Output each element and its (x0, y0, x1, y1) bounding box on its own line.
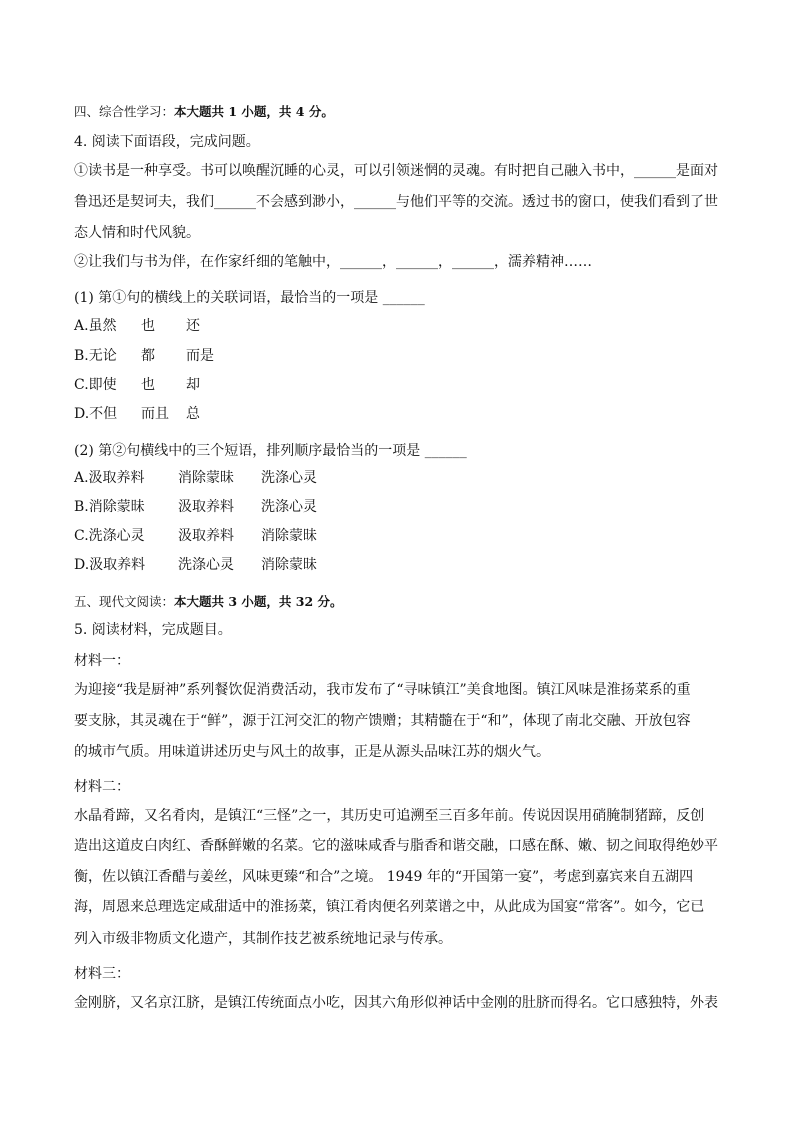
option-c-col3: 却 (186, 377, 200, 393)
section-4-prefix: 四、综合性学习： (74, 104, 175, 119)
material-3-line: 金刚脐，又名京江脐，是镇江传统面点小吃，因其六角形似神话中金刚的肚脐而得名。它口感独特，外表 (74, 995, 718, 1011)
option-d-col1: D.不但 (74, 406, 118, 422)
material-1-line: 要支脉，其灵魂在于“鲜”，源于江河交汇的物产馈赠；其精髓在于“和”，体现了南北交融、开放包容 (74, 713, 691, 729)
section-4-score: 本大题共 1 小题，共 4 分。 (174, 104, 334, 119)
q4-sub2-prompt: (2) 第②句横线中的三个短语，排列顺序最恰当的一项是 ______ (74, 443, 467, 459)
material-3-title: 材料三： (74, 966, 130, 982)
option-a-col1: A.汲取养料 (74, 470, 145, 486)
material-2-line: 水晶肴蹄，又名肴肉，是镇江“三怪”之一，其历史可追溯至三百多年前。传说因误用硝腌制猪蹄，反创 (74, 808, 705, 824)
option-d-col3: 总 (186, 406, 200, 422)
option-a-col2: 也 (141, 318, 155, 334)
option-b[interactable] (74, 497, 474, 517)
option-d-col2: 而且 (141, 406, 169, 422)
section-5-heading (74, 594, 343, 610)
option-d[interactable] (74, 555, 474, 575)
option-d-col2: 洗涤心灵 (178, 557, 234, 573)
q5-stem: 5. 阅读材料，完成题目。 (74, 622, 232, 638)
option-a[interactable] (74, 316, 474, 336)
option-b-col3: 洗涤心灵 (261, 499, 317, 515)
option-a-col1: A.虽然 (74, 318, 117, 334)
option-c-col2: 也 (141, 377, 155, 393)
material-1-line: 为迎接“我是厨神”系列餐饮促消费活动，我市发布了“寻味镇江”美食地图。镇江风味是淮扬菜系的重 (74, 682, 691, 698)
option-c[interactable] (74, 375, 474, 395)
option-b[interactable] (74, 346, 474, 366)
material-2-line: 造出这道皮白肉红、香酥鲜嫩的名菜。它的滋味咸香与脂香和谐交融，口感在酥、嫩、韧之间取得绝妙平 (74, 838, 718, 854)
option-c[interactable] (74, 526, 474, 546)
material-2-title: 材料二： (74, 779, 130, 795)
option-a[interactable] (74, 468, 474, 488)
q4-passage-line: 鲁迅还是契诃夫，我们______不会感到渺小，______与他们平等的交流。透过书的窗口，使我们看到了世 (74, 194, 718, 210)
option-b-col2: 都 (141, 348, 155, 364)
option-a-col3: 还 (186, 318, 200, 334)
option-b-col3: 而是 (186, 348, 214, 364)
q4-passage-line: ②让我们与书为伴，在作家纤细的笔触中，______，______，______，濡养精神…… (74, 254, 592, 270)
option-d-col3: 消除蒙昧 (261, 557, 317, 573)
material-2-line: 列入市级非物质文化遗产，其制作技艺被系统地记录与传承。 (74, 931, 452, 947)
option-b-col2: 汲取养料 (178, 499, 234, 515)
material-1-title: 材料一： (74, 653, 130, 669)
option-c-col1: C.即使 (74, 377, 117, 393)
material-2-line: 海，周恩来总理选定咸甜适中的淮扬菜，镇江肴肉便名列菜谱之中，从此成为国宴“常客”。如今，它已 (74, 899, 705, 915)
option-d-col1: D.汲取养料 (74, 557, 146, 573)
q4-passage-line: ①读书是一种享受。书可以唤醒沉睡的心灵，可以引领迷惘的灵魂。有时把自己融入书中，______是面对 (74, 163, 718, 179)
q4-sub1-prompt: (1) 第①句的横线上的关联词语，最恰当的一项是 ______ (74, 290, 425, 306)
material-1-line: 的城市气质。用味道讲述历史与风土的故事，正是从源头品味江苏的烟火气。 (74, 744, 550, 760)
option-c-col3: 消除蒙昧 (261, 528, 317, 544)
option-a-col2: 消除蒙昧 (178, 470, 234, 486)
option-c-col2: 汲取养料 (178, 528, 234, 544)
section-5-prefix: 五、现代文阅读： (74, 594, 175, 609)
material-2-line: 衡，佐以镇江香醋与姜丝，风味更臻“和合”之境。 1949 年的“开国第一宴”，考虑到嘉宾来自五湖四 (74, 869, 694, 885)
option-d[interactable] (74, 404, 474, 424)
option-b-col1: B.消除蒙昧 (74, 499, 145, 515)
option-b-col1: B.无论 (74, 348, 117, 364)
option-c-col1: C.洗涤心灵 (74, 528, 145, 544)
option-a-col3: 洗涤心灵 (261, 470, 317, 486)
q4-stem: 4. 阅读下面语段，完成问题。 (74, 134, 260, 150)
q4-passage-line: 态人情和时代风貌。 (74, 225, 200, 241)
section-5-score: 本大题共 3 小题，共 32 分。 (174, 594, 343, 609)
section-4-heading (74, 104, 334, 120)
